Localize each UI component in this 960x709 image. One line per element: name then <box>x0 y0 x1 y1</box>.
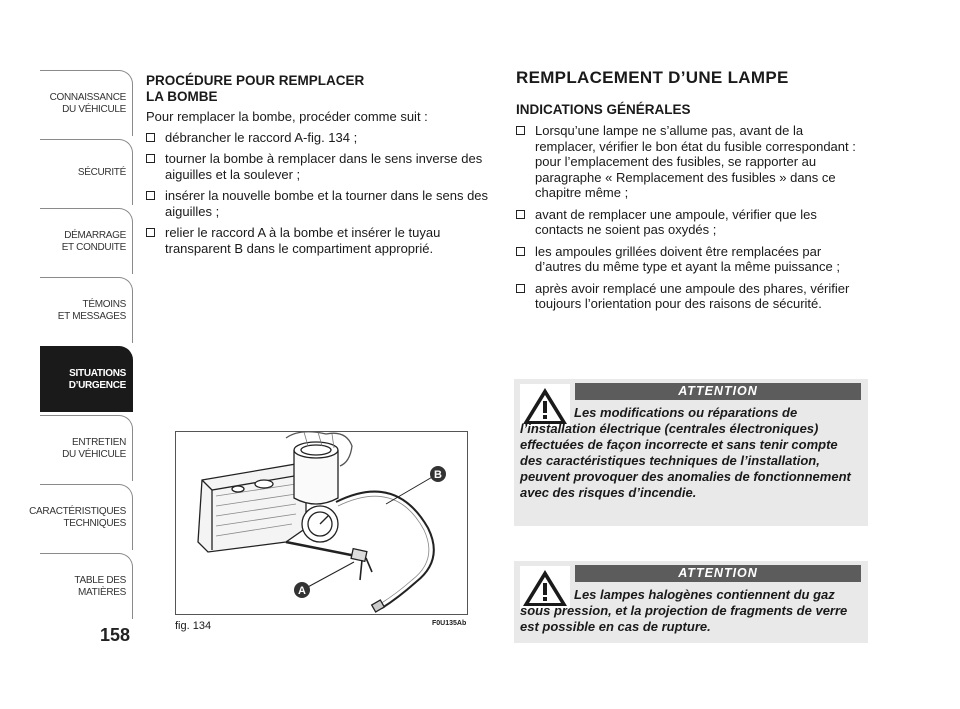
procedure-section <box>146 73 496 262</box>
tab-securite[interactable]: SÉCURITÉ <box>40 139 133 205</box>
warning-box-electrical <box>514 379 868 526</box>
list-item <box>146 188 496 219</box>
checkbox-bullet-icon <box>146 154 155 163</box>
list-item-text: tourner la bombe à remplacer dans le sens inverse des aiguilles et la soulever ; <box>165 151 483 182</box>
tab-caracteristiques-techniques[interactable]: CARACTÉRISTIQUES TECHNIQUES <box>40 484 133 550</box>
tab-table-des-matieres[interactable]: TABLE DES MATIÈRES <box>40 553 133 619</box>
procedure-title: PROCÉDURE POUR REMPLACER LA BOMBE <box>146 73 365 104</box>
chapter-tabs <box>29 70 133 622</box>
warning-header: ATTENTION <box>575 565 861 582</box>
list-item <box>516 207 866 238</box>
lamp-section <box>516 70 866 318</box>
list-item <box>516 244 866 275</box>
list-item-text: insérer la nouvelle bombe et la tourner dans le sens des aiguilles ; <box>165 188 489 219</box>
list-item <box>146 225 496 256</box>
label-a: A <box>298 585 306 597</box>
procedure-intro: Pour remplacer la bombe, procéder comme suit : <box>146 109 428 124</box>
compressor-illustration <box>176 432 468 615</box>
warning-text: Les modifications ou réparations de l’installation électrique (centrales électroniques) effectuées de façon incorrecte et sans tenir compte des caractéristiques techniques de l’installation, peuvent provoquer des anomalies de fonctionnement avec des risques d’incendie. <box>520 405 851 500</box>
list-item <box>516 281 866 312</box>
tab-connaissance-du-vehicule[interactable]: CONNAISSANCE DU VÉHICULE <box>40 70 133 136</box>
lamp-indications <box>516 123 866 312</box>
label-b: B <box>434 469 442 481</box>
checkbox-bullet-icon <box>516 284 525 293</box>
figure-caption: fig. 134 <box>175 620 212 632</box>
figure-code: F0U135Ab <box>432 620 467 627</box>
list-item-text: après avoir remplacé une ampoule des phares, vérifier toujours l’orientation pour des raisons de sécurité. <box>535 280 850 311</box>
list-item-text: Lorsqu’une lampe ne s’allume pas, avant de la remplacer, vérifier le bon état du fusible correspondant : pour l’emplacement des fusibles, se rapporter au paragraphe « Remplacement des fusibles » dans ce chapitre même ; <box>535 123 856 200</box>
warning-text: Les lampes halogènes contiennent du gaz sous pression, et la projection de fragments de verre est possible en cas de rupture. <box>520 587 848 634</box>
checkbox-bullet-icon <box>516 210 525 219</box>
tab-demarrage-et-conduite[interactable]: DÉMARRAGE ET CONDUITE <box>40 208 133 274</box>
general-indications-title: INDICATIONS GÉNÉRALES <box>516 101 691 117</box>
tab-situations-d-urgence[interactable]: SITUATIONS D’URGENCE <box>40 346 133 412</box>
list-item-text: relier le raccord A à la bombe et insérer le tuyau transparent B dans le compartiment approprié. <box>165 225 441 256</box>
checkbox-bullet-icon <box>146 133 155 142</box>
list-item <box>146 130 496 146</box>
figure-134 <box>175 431 468 615</box>
tab-entretien-du-vehicule[interactable]: ENTRETIEN DU VÉHICULE <box>40 415 133 481</box>
warning-header: ATTENTION <box>575 383 861 400</box>
list-item-text: avant de remplacer une ampoule, vérifier que les contacts ne soient pas oxydés ; <box>535 206 817 237</box>
checkbox-bullet-icon <box>516 126 525 135</box>
warning-box-halogen <box>514 561 868 643</box>
checkbox-bullet-icon <box>516 247 525 256</box>
list-item <box>516 123 866 201</box>
page-title: REMPLACEMENT D’UNE LAMPE <box>516 68 789 87</box>
procedure-steps <box>146 130 496 257</box>
checkbox-bullet-icon <box>146 191 155 200</box>
list-item <box>146 151 496 182</box>
list-item-text: débrancher le raccord A-fig. 134 ; <box>165 129 358 145</box>
list-item-text: les ampoules grillées doivent être remplacées par d’autres du même type et ayant la même puissance ; <box>535 243 840 274</box>
tab-temoins-et-messages[interactable]: TÉMOINS ET MESSAGES <box>40 277 133 343</box>
page-number: 158 <box>100 625 131 645</box>
checkbox-bullet-icon <box>146 228 155 237</box>
